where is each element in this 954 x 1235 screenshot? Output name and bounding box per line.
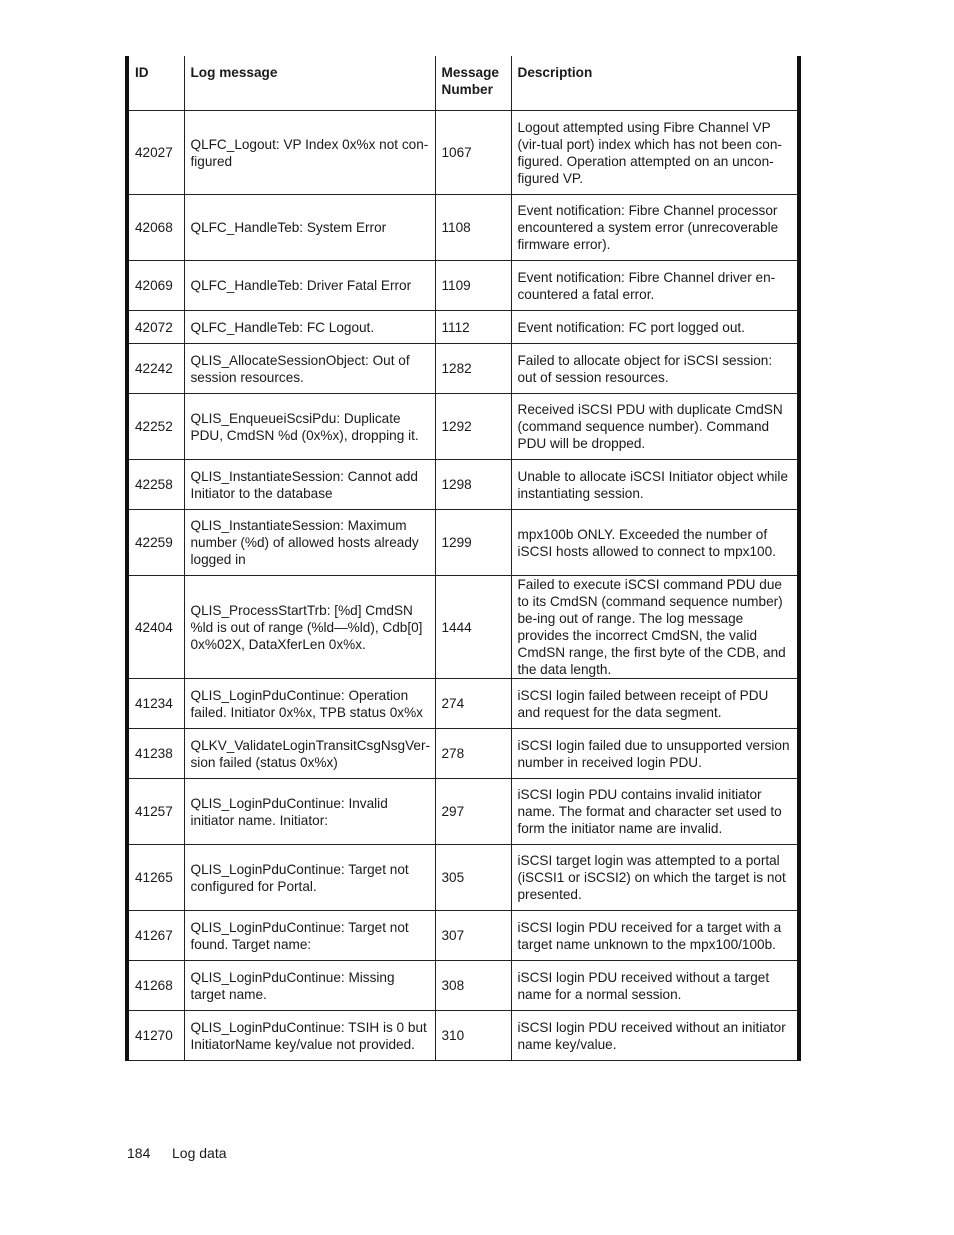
row-id: 42069 (129, 261, 184, 311)
table-row (129, 679, 797, 729)
row-id: 42027 (129, 111, 184, 195)
row-id: 41267 (129, 911, 184, 961)
row-description: iSCSI login PDU received for a target with a target name unknown to the mpx100/100b. (511, 911, 797, 961)
row-message-number: 307 (435, 911, 511, 961)
row-description: iSCSI login PDU contains invalid initiator name. The format and character set used to form the initiator name are invalid. (511, 779, 797, 845)
header-message-number: Message Number (435, 56, 511, 111)
row-log-message: QLFC_Logout: VP Index 0x%x not con-figured (184, 111, 435, 195)
row-log-message: QLIS_ProcessStartTrb: [%d] CmdSN %ld is out of range (%ld—%ld), Cdb[0] 0x%02X, DataXferLen 0x%x. (184, 576, 435, 679)
row-log-message: QLIS_LoginPduContinue: TSIH is 0 but InitiatorName key/value not provided. (184, 1011, 435, 1061)
row-log-message: QLFC_HandleTeb: Driver Fatal Error (184, 261, 435, 311)
table-row (129, 261, 797, 311)
row-log-message: QLIS_LoginPduContinue: Target not configured for Portal. (184, 845, 435, 911)
row-id: 42258 (129, 460, 184, 510)
row-message-number: 278 (435, 729, 511, 779)
table-row (129, 394, 797, 460)
section-title: Log data (172, 1145, 227, 1161)
table-row (129, 729, 797, 779)
row-description: mpx100b ONLY. Exceeded the number of iSCSI hosts allowed to connect to mpx100. (511, 510, 797, 576)
row-id: 42404 (129, 576, 184, 679)
row-id: 42252 (129, 394, 184, 460)
table-row (129, 195, 797, 261)
header-description: Description (511, 56, 797, 111)
row-id: 41268 (129, 961, 184, 1011)
row-description: Received iSCSI PDU with duplicate CmdSN (command sequence number). Command PDU will be dropped. (511, 394, 797, 460)
row-message-number: 305 (435, 845, 511, 911)
row-id: 42259 (129, 510, 184, 576)
page-number: 184 (127, 1145, 151, 1161)
table-row (129, 510, 797, 576)
table-row (129, 911, 797, 961)
header-id: ID (135, 65, 149, 80)
row-description: iSCSI login failed between receipt of PDU and request for the data segment. (511, 679, 797, 729)
table-row (129, 961, 797, 1011)
row-log-message: QLIS_InstantiateSession: Cannot add Initiator to the database (184, 460, 435, 510)
row-message-number: 1444 (435, 576, 511, 679)
row-log-message: QLIS_AllocateSessionObject: Out of session resources. (184, 344, 435, 394)
row-description: Event notification: Fibre Channel driver en-countered a fatal error. (511, 261, 797, 311)
row-description: Unable to allocate iSCSI Initiator object while instantiating session. (511, 460, 797, 510)
table-row (129, 311, 797, 344)
header-log-message: Log message (184, 56, 435, 111)
table-row (129, 845, 797, 911)
row-message-number: 1282 (435, 344, 511, 394)
row-log-message: QLIS_LoginPduContinue: Target not found. Target name: (184, 911, 435, 961)
row-message-number: 310 (435, 1011, 511, 1061)
row-description: Event notification: Fibre Channel processor encountered a system error (unrecoverable firmware error). (511, 195, 797, 261)
row-log-message: QLFC_HandleTeb: System Error (184, 195, 435, 261)
row-log-message: QLIS_LoginPduContinue: Invalid initiator name. Initiator: (184, 779, 435, 845)
row-message-number: 1298 (435, 460, 511, 510)
table-header-row (129, 56, 797, 111)
row-message-number: 1292 (435, 394, 511, 460)
row-message-number: 274 (435, 679, 511, 729)
table-row (129, 1011, 797, 1061)
row-description: Logout attempted using Fibre Channel VP (vir-tual port) index which has not been con-figured. Operation attempted on an uncon-figured VP. (511, 111, 797, 195)
row-description: iSCSI target login was attempted to a portal (iSCSI1 or iSCSI2) on which the target is not presented. (511, 845, 797, 911)
log-table (129, 56, 797, 1061)
row-description: Event notification: FC port logged out. (511, 311, 797, 344)
row-message-number: 308 (435, 961, 511, 1011)
table-row (129, 576, 797, 679)
row-message-number: 297 (435, 779, 511, 845)
row-log-message: QLKV_ValidateLoginTransitCsgNsgVer-sion failed (status 0x%x) (184, 729, 435, 779)
row-log-message: QLIS_EnqueueiScsiPdu: Duplicate PDU, CmdSN %d (0x%x), dropping it. (184, 394, 435, 460)
row-id: 42072 (129, 311, 184, 344)
row-log-message: QLIS_LoginPduContinue: Operation failed. Initiator 0x%x, TPB status 0x%x (184, 679, 435, 729)
row-description: Failed to allocate object for iSCSI session: out of session resources. (511, 344, 797, 394)
row-message-number: 1109 (435, 261, 511, 311)
row-description: iSCSI login PDU received without a target name for a normal session. (511, 961, 797, 1011)
table-row (129, 779, 797, 845)
row-message-number: 1067 (435, 111, 511, 195)
table-row (129, 111, 797, 195)
row-message-number: 1112 (435, 311, 511, 344)
log-table-frame (125, 56, 801, 1061)
row-id: 42068 (129, 195, 184, 261)
row-message-number: 1108 (435, 195, 511, 261)
row-id: 41270 (129, 1011, 184, 1061)
table-body (129, 111, 797, 1061)
row-id: 42242 (129, 344, 184, 394)
row-log-message: QLIS_InstantiateSession: Maximum number (%d) of allowed hosts already logged in (184, 510, 435, 576)
row-description: iSCSI login PDU received without an initiator name key/value. (511, 1011, 797, 1061)
row-id: 41238 (129, 729, 184, 779)
row-id: 41265 (129, 845, 184, 911)
table-row (129, 344, 797, 394)
row-id: 41257 (129, 779, 184, 845)
row-id: 41234 (129, 679, 184, 729)
table-row (129, 460, 797, 510)
row-log-message: QLIS_LoginPduContinue: Missing target name. (184, 961, 435, 1011)
row-description: iSCSI login failed due to unsupported version number in received login PDU. (511, 729, 797, 779)
row-message-number: 1299 (435, 510, 511, 576)
row-description: Failed to execute iSCSI command PDU due to its CmdSN (command sequence number) be-ing out of range. The log message provides the incorrect CmdSN, the valid CmdSN range, the first byte of the CDB, and the data length. (511, 576, 797, 679)
page-footer (127, 1145, 227, 1161)
row-log-message: QLFC_HandleTeb: FC Logout. (184, 311, 435, 344)
